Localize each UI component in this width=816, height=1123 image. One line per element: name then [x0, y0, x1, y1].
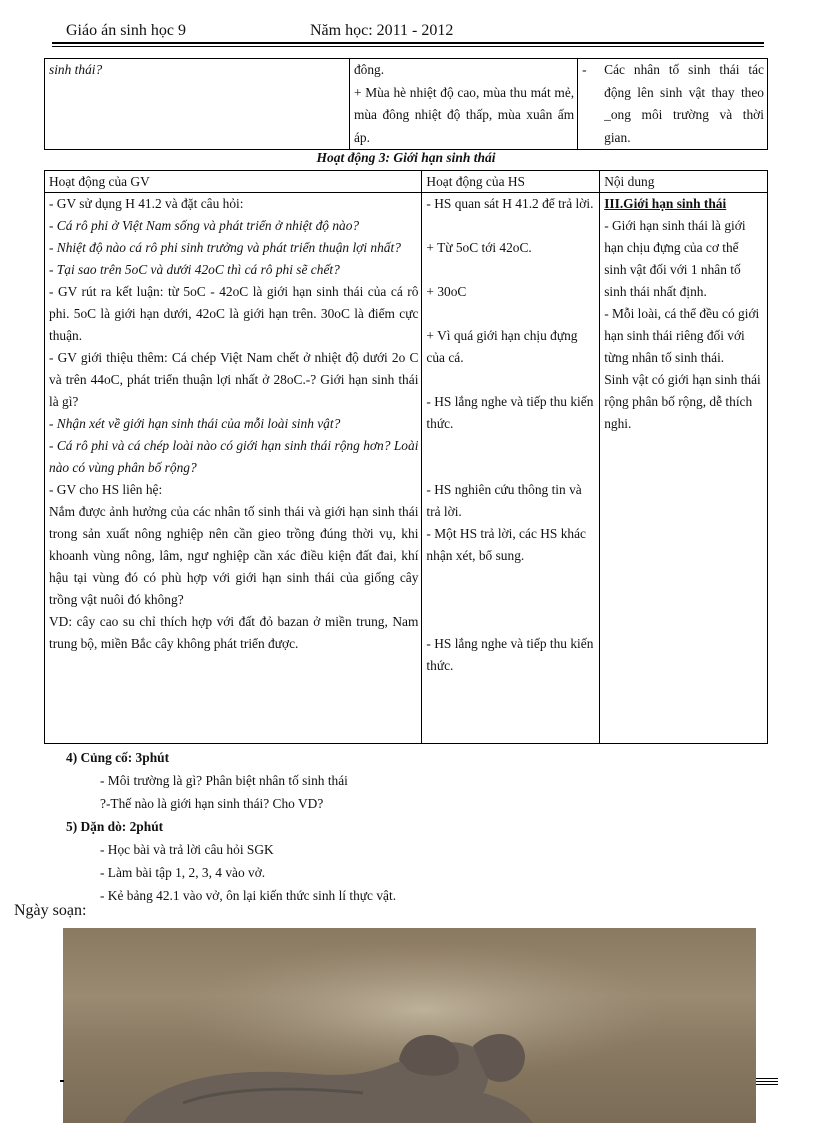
content-cell	[600, 193, 768, 744]
gv-line: - Cá rô phi và cá chép loài nào có giới hạn sinh thái rộng hơn? Loài nào có vùng phân bố rộng?	[49, 438, 419, 475]
gv-line: - GV cho HS liên hệ:	[49, 482, 163, 497]
review-heading: 4) Củng cố: 3phút	[66, 750, 170, 765]
header-hs: Hoạt động của HS	[422, 171, 600, 193]
hs-line: - Một HS trả lời, các HS khác nhận xét, bổ sung.	[426, 526, 586, 563]
activity-title: Hoạt động 3: Giới hạn sinh thái	[316, 150, 496, 165]
content-line: Sinh vật có giới hạn sinh thái rộng phân bố rộng, dễ thích nghi.	[604, 372, 761, 431]
hs-line: + Vì quá giới hạn chịu đựng của cá.	[426, 328, 578, 365]
content-heading: III.Giới hạn sinh thái	[604, 196, 727, 211]
content-line: - Mỗi loài, cá thể đều có giới hạn sinh thái riêng đối với từng nhân tố sinh thái.	[604, 306, 760, 365]
header-content: Nội dung	[600, 171, 768, 193]
activity-table	[44, 170, 768, 744]
elephant-photo	[63, 928, 756, 1123]
header-gv: Hoạt động của GV	[45, 171, 422, 193]
page-header	[52, 20, 764, 42]
continued-gv-text: sinh thái?	[49, 62, 103, 77]
content-line: - Giới hạn sinh thái là giới hạn chịu đựng của cơ thể sinh vật đối với 1 nhân tố sinh thái nhất định.	[604, 218, 746, 299]
continued-cell-gv	[45, 59, 350, 150]
footer-rule-right	[756, 1078, 778, 1087]
continued-cell-hs	[349, 59, 577, 150]
gv-line: - Tại sao trên 5oC và dưới 42oC thì cá rô phi sẽ chết?	[49, 262, 340, 277]
homework-item: - Kẻ bảng 42.1 vào vở, ôn lại kiến thức sinh lí thực vật.	[100, 888, 397, 903]
hs-line: + 30oC	[426, 284, 467, 299]
continued-bullet: -	[582, 62, 587, 77]
homework-heading: 5) Dặn dò: 2phút	[66, 819, 164, 834]
continued-table	[44, 58, 768, 150]
hs-line	[426, 457, 596, 479]
footer-rule-left	[60, 1080, 64, 1082]
header-rule	[52, 42, 764, 44]
continued-hs-line-2: + Mùa hè nhiệt độ cao, mùa thu mát mẻ, mùa đông nhiệt độ thấp, mùa xuân ấm áp.	[353, 84, 575, 145]
gv-line: - Nhận xét về giới hạn sinh thái của mỗi loài sinh vật?	[49, 416, 341, 431]
gv-line: - GV giới thiệu thêm: Cá chép Việt Nam chết ở nhiệt độ dưới 2o C và trên 44oC, phát triển thuận lợi nhất ở 28oC.-? Giới hạn sinh thái là gì?	[49, 350, 419, 409]
hs-line: - HS lắng nghe và tiếp thu kiến thức.	[426, 636, 594, 673]
gv-activities-cell	[45, 193, 422, 744]
continued-hs-line-1: đông.	[353, 62, 385, 77]
gv-line: - GV sử dụng H 41.2 và đặt câu hỏi:	[49, 196, 244, 211]
homework-item: - Học bài và trả lời câu hỏi SGK	[100, 842, 274, 857]
hs-line: - HS quan sát H 41.2 để trả lời.	[426, 196, 594, 211]
review-item: ?-Thế nào là giới hạn sinh thái? Cho VD?	[100, 796, 324, 811]
prep-date-label: Ngày soạn:	[14, 902, 87, 919]
hs-line: - HS nghiên cứu thông tin và trả lời.	[426, 482, 582, 519]
gv-line: - Cá rô phi ở Việt Nam sống và phát triển ở nhiệt độ nào?	[49, 218, 360, 233]
hs-line: + Từ 5oC tới 42oC.	[426, 240, 532, 255]
review-item: - Môi trường là gì? Phân biệt nhân tố sinh thái	[100, 773, 348, 788]
continued-cell-content	[578, 59, 768, 150]
gv-line: - GV rút ra kết luận: từ 5oC - 42oC là giới hạn sinh thái của cá rô phi. 5oC là giới hạn dưới, 42oC là giới hạn trên. 30oC là điểm cực thuận.	[49, 284, 419, 343]
gv-line: - Nhiệt độ nào cá rô phi sinh trưởng và phát triển thuận lợi nhất?	[49, 240, 401, 255]
header-rule-thin	[52, 46, 764, 47]
header-course-title: Giáo án sinh học 9	[66, 22, 186, 39]
header-school-year: Năm học: 2011 - 2012	[310, 22, 454, 39]
gv-line: VD: cây cao su chỉ thích hợp với đất đỏ bazan ở miền trung, Nam trung bộ, miền Bắc cây không phát triển được.	[49, 614, 419, 651]
gv-line: Nắm được ảnh hưởng của các nhân tố sinh thái và giới hạn sinh thái trong sản xuất nông nghiệp nên cần gieo trồng đúng thời vụ, khi khoanh vùng nông, lâm, ngư nghiệp cần xác điều kiện đất đai, khí hậu tại vùng đó có phù hợp với giới hạn sinh thái của giống cây trồng vật nuôi đó không?	[49, 504, 419, 607]
continued-content-text: Các nhân tố sinh thái tác động lên sinh vật thay theo _ong môi trường và thời gian.	[604, 62, 764, 145]
hs-activities-cell	[422, 193, 600, 744]
summary-section	[66, 746, 766, 907]
homework-item: - Làm bài tập 1, 2, 3, 4 vào vở.	[100, 865, 266, 880]
hs-line: - HS lắng nghe và tiếp thu kiến thức.	[426, 394, 594, 431]
